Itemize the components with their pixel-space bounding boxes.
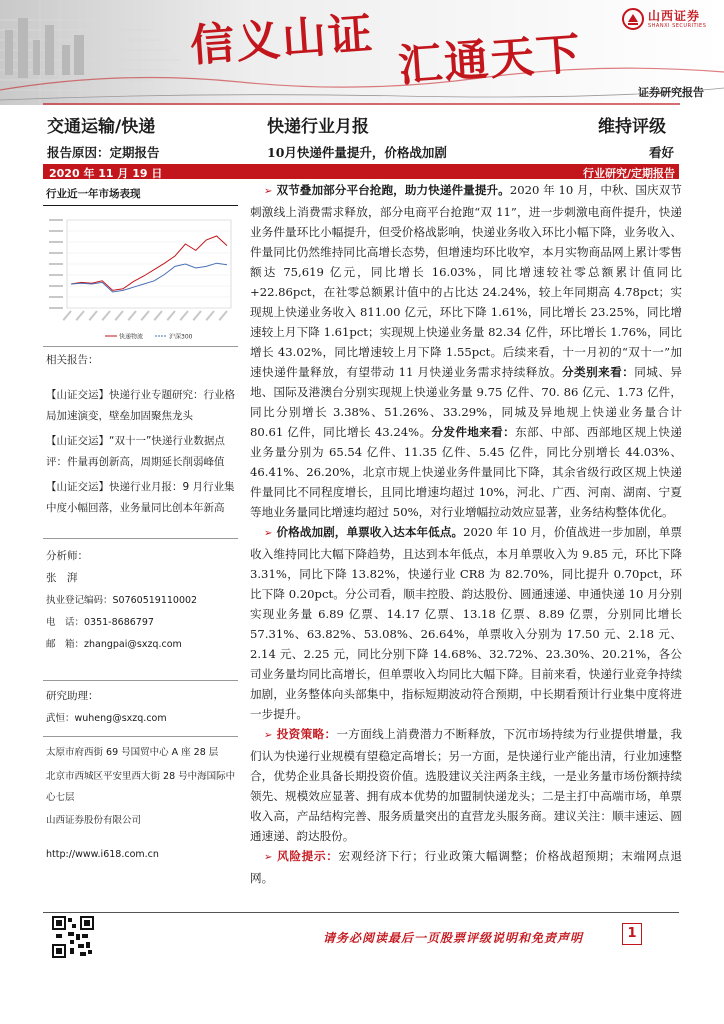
paragraph-price (250, 522, 682, 724)
market-performance-chart (43, 212, 238, 342)
p2-heading: 价格战加剧，单票收入达本年低点。 (276, 525, 464, 539)
paragraph-risk (250, 846, 682, 888)
chart-y-tick-label (49, 296, 63, 298)
chart-y-tick-label (49, 241, 63, 243)
chart-x-tick-label (89, 310, 98, 320)
bullet-arrow-icon: ➢ (264, 186, 273, 197)
bullet-arrow-icon: ➢ (264, 852, 273, 863)
sidebar-divider (43, 346, 238, 347)
title-row-sub (0, 143, 724, 161)
chart-x-tick-label (219, 310, 228, 320)
report-date: 2020 年 11 月 19 日 (49, 167, 163, 180)
address-beijing: 北京市西城区平安里西大街 28 号中海国际中心七层 (46, 771, 236, 803)
report-reason: 报告原因：定期报告 (47, 145, 160, 160)
p1-body-region: 东部、中部、西部地区规上快递业务量分别为 65.54 亿件、11.35 亿件、5.45 亿件，同比分别增长 44.03%、46.41%、26.20%，北京市规上快递业务件量同比下降，其余省级行政区规上快递件量同比不同程度增长，且同比增速均超过 10%，河北、广西、河南、湖南、宁夏等地业务量同比增速均超过 50%，对行业增幅拉动效应显著，业务结构整体优化。 (250, 425, 682, 519)
slogan-part-b: 汇通天下 (396, 28, 584, 92)
related-report-3[interactable]: 【山证交运】快递行业月报：9 月行业集中度小幅回落，业务量同比创本年新高 (46, 481, 235, 514)
assistant-title: 研究助理： (46, 690, 99, 702)
footer-divider (43, 912, 679, 913)
logo-english-text: SHANXI SECURITIES (648, 22, 707, 29)
p1-subheading-category: 分类别来看： (562, 365, 635, 379)
report-category: 行业研究/定期报告 (582, 167, 675, 180)
report-name: 快递行业月报 (267, 117, 369, 137)
title-row-main (0, 112, 724, 136)
p4-body: 宏观经济下行；行业政策大幅调整；价格战超预期；末端网点退网。 (250, 849, 682, 885)
chart-x-tick-label (128, 310, 137, 320)
related-report-2[interactable]: 【山证交运】“双十一”快递行业数据点评：件量再创新高，周期延长削弱峰值 (46, 435, 225, 468)
legend-label-express: 快递物流 (119, 333, 144, 341)
chart-y-tick-label (49, 274, 63, 276)
bullet-arrow-icon: ➢ (264, 730, 273, 741)
paragraph-volume (250, 180, 682, 522)
chart-x-tick-label (115, 310, 124, 320)
sidebar-divider (43, 538, 238, 539)
paragraph-strategy (250, 724, 682, 846)
bullet-arrow-icon: ➢ (264, 528, 273, 539)
p1-body: 2020 年 10 月，中秋、国庆双节刺激线上消费需求释放，部分电商平台抢跑“双 11”，进一步刺激电商件提升，快递业务件量环比小幅提升，但受价格战影响，快递业务收入环比小幅下降，业务收入、件量同比仍然维持同比高增长态势，但增速均环比收窄，本月实物商品网上累计零售额达 75,619 亿元，同比增长 16.03%，同比增速较社零总额累计值同比+22.86pct，在社零总额累计值中的占比达 24.24%，较上年同期高 4.78pct；实现规上快递业务收入 811.00 亿元，环比下降 1.61%，同比增长 23.25%，同比增速较上月下降 1.61pct；实现规上快递业务量 82.34 亿件，环比增长 1.76%，同比增长 43.02%，同比增速较上月下降 1.55pct。后续来看，十一月初的“双十一”加速快递件量释放，有望带动 11 月快递业务需求持续释放。 (250, 183, 682, 379)
chart-grid (49, 219, 231, 321)
chart-section-title: 行业近一年市场表现 (43, 180, 238, 206)
page-number: 1 (622, 923, 642, 945)
date-category-bar (43, 164, 679, 179)
company-logo (622, 8, 706, 30)
chart-legend (105, 333, 193, 341)
company-name: 山西证券股份有限公司 (46, 815, 142, 826)
header-banner (0, 0, 724, 105)
series-line-hs300 (71, 263, 227, 292)
related-report-1[interactable]: 【山证交运】快递行业专题研究：行业格局加速演变，壁垒加固聚焦龙头 (46, 389, 235, 422)
company-website[interactable]: http://www.i618.com.cn (46, 849, 159, 860)
chart-y-tick-label (49, 219, 63, 221)
assistant-contact[interactable]: 武恒：wuheng@sxzq.com (46, 713, 167, 724)
sector-title: 交通运输/快递 (47, 117, 156, 137)
p3-heading: 投资策略： (276, 727, 337, 741)
analyst-name: 张 湃 (46, 572, 78, 584)
chart-y-tick-label (49, 263, 63, 265)
chart-y-tick-label (49, 252, 63, 254)
chart-x-tick-label (76, 310, 85, 320)
chart-x-tick-label (154, 310, 163, 320)
report-type: 证券研究报告 (638, 86, 704, 99)
chart-x-tick-label (180, 310, 189, 320)
chart-x-tick-label (63, 310, 72, 320)
sidebar-divider (43, 680, 238, 681)
related-reports-title: 相关报告： (46, 354, 99, 366)
chart-y-tick-label (49, 307, 63, 309)
p1-body-category: 同城、异地、国际及港澳台分别实现规上快递业务量 9.75 亿件、70. 86 亿元、1.73 亿件，同比分别增长 3.38%、51.26%、33.29%，同城及异地规上快递业务量合计 80.61 亿件，同比增长 43.24%。 (250, 365, 682, 439)
chart-x-tick-label (193, 310, 202, 320)
rating-title: 维持评级 (598, 117, 666, 137)
address-taiyuan: 太原市府西街 69 号国贸中心 A 座 28 层 (46, 747, 219, 758)
analyst-title: 分析师： (46, 550, 88, 562)
p1-heading: 双节叠加部分平台抢跑，助力快递件量提升。 (276, 183, 510, 197)
p1-subheading-region: 分发件地来看： (431, 425, 516, 439)
p2-body: 2020 年 10 月，价值战进一步加剧，单票收入维持同比大幅下降趋势，且达到本年低点，本月单票收入为 9.85 元，环比下降 3.31%，同比下降 13.82%，快递行业 CR8 为 82.70%，同比提升 0.70pct，环比下降 0.20pct。分公司看，顺丰控股、韵达股份、圆通速递、申通快递 10 月分别实现业务量 6.89 亿票、14.17 亿票、13.18 亿票、8.89 亿票，分别同比增长 57.31%、63.82%、53.08%、26.64%，单票收入分别为 17.50 元、2.18 元、2.14 元、2.25 元，同比分别下降 14.68%、32.72%、23.30%、20.21%，各公司业务量均同比高增长，但单票收入均同比大幅下降。目前来看，快递行业竞争持续加剧，业务整体向头部集中，指标短期波动符合预期，中长期看预计行业集中度将进一步提升。 (250, 525, 682, 721)
chart-x-tick-label (206, 310, 215, 320)
legend-label-hs300: 沪深300 (169, 333, 193, 341)
logo-mark-icon (622, 8, 644, 30)
analyst-phone: 电 话：0351-8686797 (46, 617, 154, 628)
sidebar-divider (43, 736, 238, 737)
outlook-rating: 看好 (649, 145, 675, 160)
p4-heading: 风险提示： (276, 849, 339, 863)
analyst-email[interactable]: 邮 箱：zhangpai@sxzq.com (46, 639, 182, 650)
headline: 10月快递件量提升，价格战加剧 (267, 145, 447, 160)
chart-y-tick-label (49, 230, 63, 232)
chart-x-tick-label (167, 310, 176, 320)
main-content (250, 180, 682, 888)
slogan-part-a: 信义山证 (188, 8, 376, 72)
qr-code-icon[interactable] (52, 916, 94, 958)
sidebar (43, 180, 244, 860)
p3-body: 一方面线上消费潜力不断释放，下沉市场持续为行业提供增量，我们认为快递行业规模有望稳定高增长；另一方面，是快递行业产能出清，行业加速整合，优势企业具备长期投资价值。选股建议关注两条主线，一是业务量市场份额持续领先、规模效应显著、拥有成本优势的加盟制快递龙头；二是主打中高端市场，单票收入高，产品结构完善、服务质量突出的直营龙头服务商。建议关注：顺丰速运、圆通速递、韵达股份。 (250, 727, 682, 843)
chart-x-tick-label (102, 310, 111, 320)
chart-x-tick-label (141, 310, 150, 320)
disclaimer-text: 请务必阅读最后一页股票评级说明和免责声明 (323, 931, 584, 945)
analyst-license: 执业登记编码：S0760519110002 (46, 595, 198, 606)
chart-y-tick-label (49, 285, 63, 287)
logo-chinese-text: 山西证券 (648, 8, 701, 23)
